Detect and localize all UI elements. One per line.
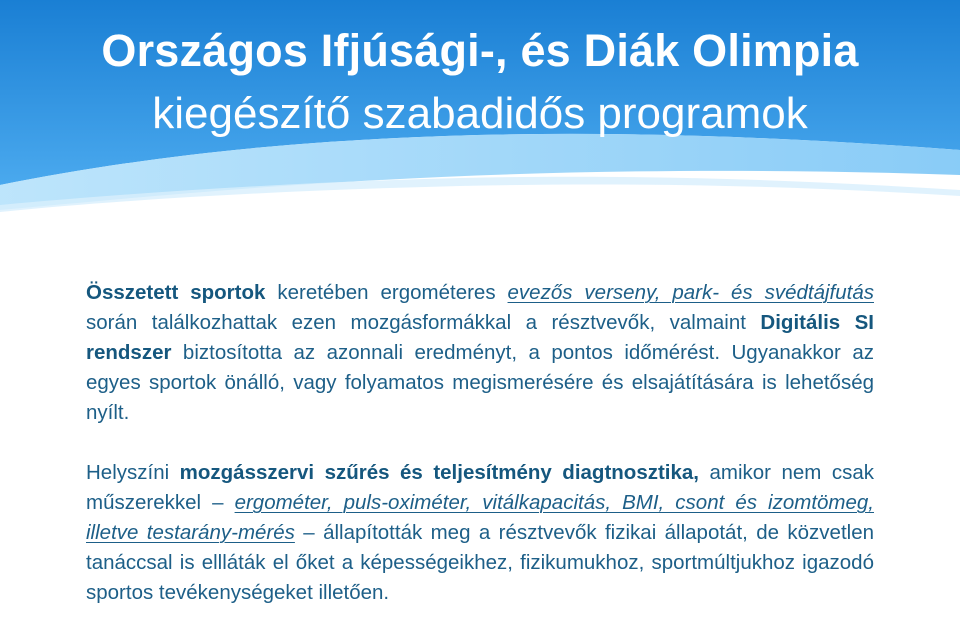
paragraph-combined-sports bbox=[86, 278, 874, 428]
page-title: Országos Ifjúsági-, és Diák Olimpia bbox=[101, 25, 859, 76]
text-run: – állapították meg a résztvevők fizikai állapotát, de közvetlen tanáccsal is ellláták el őket a képességeikhez, fizikumukhoz, sportmúltjukhoz igazodó sportos tevékenységeket illetően. bbox=[86, 521, 874, 604]
text-run: Helyszíni bbox=[86, 461, 180, 484]
header-banner bbox=[0, 0, 960, 215]
text-bold: Összetett sportok bbox=[86, 281, 266, 304]
text-italic: ergométer, puls-oximéter, vitálkapacitás, BMI, csont és izomtömeg, illetve testarány-mérés bbox=[86, 491, 874, 544]
text-run: során találkozhattak ezen mozgásformákkal a résztvevők, valmaint bbox=[86, 311, 761, 334]
title-block bbox=[0, 22, 960, 142]
content-body bbox=[86, 278, 874, 608]
text-run: amikor nem csak műszerekkel – bbox=[86, 461, 874, 514]
text-run: keretében ergométeres bbox=[265, 281, 508, 304]
paragraph-screening bbox=[86, 458, 874, 608]
text-bold: Digitális SI rendszer bbox=[86, 311, 874, 364]
text-run: biztosította az azonnali eredményt, a pontos időmérést. Ugyanakkor az egyes sportok önálló, vagy folyamatos megismerésére és elsajátítására is lehetőség nyílt. bbox=[86, 341, 874, 424]
text-italic: evezős verseny, park- és svédtájfutás bbox=[507, 281, 874, 304]
page-subtitle: kiegészítő szabadidős programok bbox=[152, 89, 808, 138]
text-bold: mozgásszervi szűrés és teljesítmény diagtnosztika, bbox=[179, 461, 699, 484]
